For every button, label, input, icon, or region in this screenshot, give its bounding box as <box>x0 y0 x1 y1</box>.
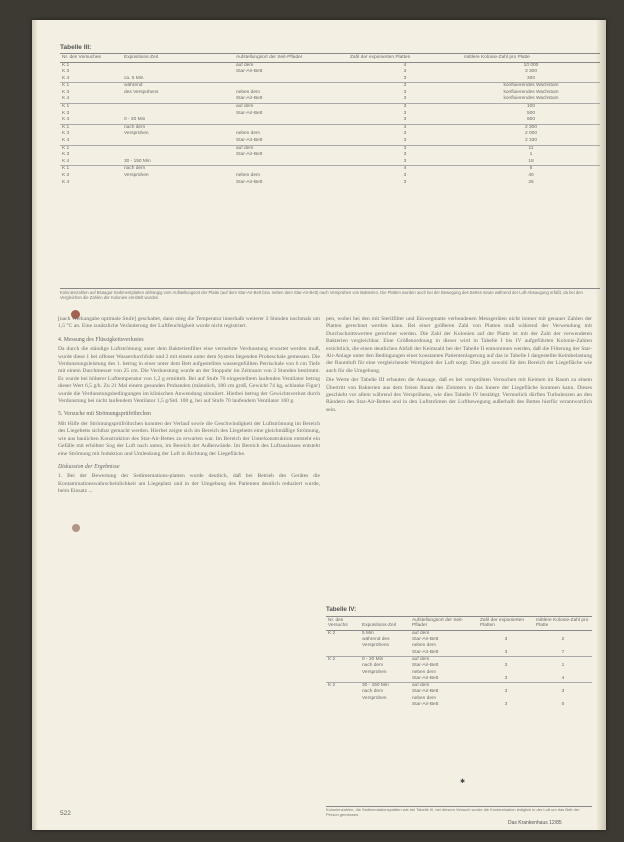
table-cell: Versprühen <box>362 669 387 675</box>
table-cell: nach dem <box>122 166 234 173</box>
table-cell: 3 <box>403 89 407 95</box>
table4-header: Nr. des Versuchs <box>326 617 360 631</box>
table-cell <box>122 180 234 187</box>
table-cell: K 3 <box>62 152 70 158</box>
table3-header: Expositions-Zeit <box>122 54 234 63</box>
table-cell: auf dem <box>412 630 430 636</box>
table-cell: 30 - 150 Min <box>360 683 410 690</box>
table-cell <box>122 104 234 111</box>
table-cell <box>122 96 234 103</box>
table-cell: Star-Air-Bett <box>412 675 439 681</box>
table-row <box>60 83 600 90</box>
table-cell: konfluierendes Wachstum <box>503 96 559 102</box>
table-cell: auf dem <box>410 657 478 664</box>
table-row <box>60 76 600 83</box>
table-cell: K 1 <box>62 62 70 68</box>
paragraph: Die Werte der Tabelle III erbauten die Aussage, daß es bei versprühten Versuchen mit Keimen im Raum zu einem Übertritt von Bakterien aus dem freien Raum des Zimmers in das Innere der Liegefläche kommen kann. Dieses geschieht vor allem während des Versprühens, wie dies Tabelle IV bestätigt. Vermutlich dürften Turbulenzen an den Rändern des Star-Air-Bettes und in den Luftströmen der Luftbewegung außerhalb des Bettes hierfür verantwortlich sein. <box>326 377 592 413</box>
table-cell: K 1 <box>60 145 122 152</box>
section-heading: 4. Messung des Flüssigkeitsverlustes <box>58 336 144 343</box>
table3-header: Nr. des Versuches <box>60 54 122 63</box>
table-cell: 1 <box>529 152 533 158</box>
table-cell: konfluierendes Wachstum <box>462 83 600 90</box>
table-cell: 40 <box>528 173 534 178</box>
table-cell: K 3 <box>62 69 70 75</box>
table-cell: 4 <box>348 124 462 131</box>
table3-header: Aufstellungsort der Seit-Pflader <box>234 54 348 63</box>
table-cell: Versprühen <box>124 173 149 178</box>
table3 <box>60 53 600 186</box>
table-cell: 4 <box>561 675 565 681</box>
table-cell: 2 330 <box>524 138 537 144</box>
table-cell: 7 <box>561 649 565 655</box>
table-cell <box>122 152 234 159</box>
table-cell: 3 <box>504 689 508 695</box>
table-row <box>60 62 600 69</box>
table-cell: 2 <box>561 637 565 643</box>
table-cell: ca. 5 Min <box>124 75 144 81</box>
table-cell: K 3 <box>62 110 70 116</box>
table-cell: Star-Air-Bett <box>236 152 263 158</box>
table-cell: K 3 <box>62 173 70 178</box>
table-cell: nach dem <box>362 663 384 669</box>
table-row <box>60 131 600 138</box>
table4-header: Expositions-Zeit <box>360 617 410 631</box>
table-cell: K 4 <box>62 179 70 185</box>
table-cell: 1 <box>561 663 565 669</box>
table3-header-row <box>60 54 600 63</box>
table-row <box>60 145 600 152</box>
table-cell: neben dem <box>412 669 437 675</box>
table-cell: 3 <box>348 83 462 90</box>
table-cell: 100 <box>462 104 600 111</box>
table-cell: Star-Air-Bett <box>412 637 439 643</box>
table-cell: 2 300 <box>462 124 600 131</box>
left-text-column <box>58 316 320 498</box>
table4-header: Zahl der exponierten Platten <box>478 617 534 631</box>
document-page <box>32 20 606 830</box>
table-cell: Star-Air-Bett <box>412 689 439 695</box>
table-cell: Star-Air-Bett <box>236 179 263 185</box>
paragraph: Da durch die ständige Luftströmung unter dem Bakterienfilter eine vermehrte Verdunstung erwartet werden muß, wurde diese 1 bei offener Wasserdurchfuhr und 2 mit einem unter dem System liegenden Probeschale gemessen. Die Verdunstungsleistung des 1. betrug in einer unter dem Bett aufgestellten wassergefüllten Petrischale von 6 cm Tiefe mit einem Durchmesser von 25 cm. Die Verdunstung wurde an der Stoppuhr im Zeitraum von 2 Stunden bestimmt. Es wurde bei höherer Lufttemperatur von 1,2 g ermittelt. Bei auf Stufe 70 eingestelltem laufenden Ventilator betrug dieser Wert 6,5 g/h. Zu 21 Mal einem gesunden Probanden (männlich, 180 cm groß, Gewicht 74 kg, schlanke Figur) wurde die Verdunstungsbedingungen im klinischen Anwendung simuliert. Hierbei betrug der Gewichtsverlust durch Verdunstung bei nicht laufendem Ventilator 1,5 g/Std. 100 g, bei auf Stufe 70 laufendem Ventilator 160 g. <box>58 346 320 405</box>
table-cell <box>234 159 348 166</box>
table-row <box>326 676 592 683</box>
table-cell <box>122 62 234 69</box>
table-row <box>60 138 600 145</box>
paragraph: 1. Bei der Bewertung der Sedimentations-platten wurde deutlich, daß bei Betrieb des Gerätes die Kontaminationswahrscheinlichkeit am Liegeplatz und in der Umgebung des Patienten deutlich reduziert wurde, beim Einsatz ... <box>58 473 320 495</box>
table-cell: auf dem <box>410 683 478 690</box>
table-cell <box>234 83 348 90</box>
table-cell: Star-Air-Bett <box>412 702 439 708</box>
table-cell: 30 - 150 Min <box>124 158 151 164</box>
table-cell: nach dem <box>362 689 384 695</box>
table-cell <box>326 650 360 657</box>
table-cell: 4 <box>348 166 462 173</box>
paragraph: Mit Hilfe der Strömungsprüfröhrchen konnten der Verlauf sowie die Geschwindigkeit der Luftströmung im Bereich des Liegebetts sichtbar gemacht werden. Hierbei zeigte sich im Bereich des Liegebetts eine gleichmäßige Strömung, wie aus baulichen Konstruktion des Star-Air-Bettes zu erwarten war. Im Bereich der Unterkonstruktion entsteht ein Gefälle mit erhöhter Sog der Luft nach unten, im Bereich der Außenwände. Im Bereich des Luftauslasses entsteht eine Strömung mit Induktion und Umlenkung der Luft in Richtung der Liegefläche. <box>58 420 320 457</box>
table-cell: K 4 <box>62 158 70 164</box>
table-cell: 3 <box>403 158 407 164</box>
table-cell <box>122 145 234 152</box>
table-cell: 4 <box>403 62 407 68</box>
table-cell: K 2 <box>328 630 336 636</box>
table-cell: Star-Air-Bett <box>412 663 439 669</box>
section-heading: Diskussion der Ergebnisse <box>58 463 120 470</box>
table-row <box>60 96 600 103</box>
table-cell: 0 - 30 Min <box>124 117 146 123</box>
table-row <box>60 159 600 166</box>
paragraph: [nach Werkangabe optimale Stufe] geschaltet, dann stieg die Temperatur innerhalb weiterer 3 Stunden nochmals um 1,5 °C an. Eine zusätzliche Veränderung der Luftfeuchtigkeit wurde nicht registriert. <box>58 316 320 330</box>
table-row <box>60 166 600 173</box>
table-cell: 3 <box>348 104 462 111</box>
table-cell: während <box>122 83 234 90</box>
table-cell: neben dem <box>412 643 437 649</box>
table-cell <box>122 138 234 145</box>
table-cell: K 4 <box>62 96 70 102</box>
table-cell: Star-Air-Bett <box>236 138 263 144</box>
table-cell <box>360 676 410 683</box>
page-edge-shadow <box>32 20 38 830</box>
table-cell: 3 <box>403 138 407 144</box>
paragraph: pen, wobei bei den mit Sterilfilter und Einwegmatte verbundenen Messgeräten nicht immer mit genauer Zahlen der Platten gerechnet werden kann. Bei einer größeren Zahl von Platten muß während der Verwendung mit Durchschnittswerten gerechnet werden. Die Zahl der Kolonien auf der Platte ist mit der Zahl der verwendeten Bakterien vergleichbar. Eine Größenordnung in dieser wird in Tabelle I bis IV aufgeführten Kolonie-Zahlen ersichtlich, die einen deutlichen Abfall der Keimzahl bei der Tabelle II entnommen werden, daß die Filterung der Star-Air-Anlage unter den Bedingungen einer konstanten Patientenlagerung auf das in Tabelle I dargestellte Keimbelastung der Raumluft für eine vergleichende Wertigkeit der Luft sorgt. Dies gilt sowohl für den Bereich der Liegefläche wie auch für die Umgebung. <box>326 316 592 374</box>
table-row <box>60 104 600 111</box>
table-cell: 0 <box>561 702 565 708</box>
table-cell: 3 <box>403 131 407 137</box>
table-cell: nach dem <box>122 124 234 131</box>
table-cell <box>360 650 410 657</box>
table-cell <box>234 76 348 83</box>
table-cell: K 4 <box>62 117 70 123</box>
table-cell <box>326 702 360 708</box>
table-cell: 3 <box>348 145 462 152</box>
table-cell: 3 300 <box>524 69 537 75</box>
table3-header: Zahl der exponierten Platten <box>348 54 462 63</box>
table4 <box>326 616 592 708</box>
section-heading: 5. Versuche mit Strömungsprüfröhrchen <box>58 411 151 418</box>
table-cell: 3 <box>403 69 407 75</box>
table-cell: 3 <box>504 675 508 681</box>
table-cell: Versprühen <box>124 131 149 137</box>
table-cell: während des <box>362 637 390 643</box>
table-cell: K 1 <box>60 166 122 173</box>
table4-body <box>326 630 592 708</box>
table-cell: 600 <box>526 117 535 123</box>
table-row <box>60 117 600 124</box>
table4-title: Tabelle IV: <box>326 606 357 613</box>
table-cell: 3 <box>504 702 508 708</box>
table-cell: K 3 <box>62 89 70 95</box>
table-row <box>326 650 592 657</box>
table-cell <box>360 702 410 708</box>
table-cell: 3 <box>403 179 407 185</box>
table4-header-row <box>326 617 592 631</box>
table-cell: Star-Air-Bett <box>236 69 263 75</box>
table-row <box>60 180 600 187</box>
table-cell: neben dem <box>236 131 261 137</box>
table-cell <box>326 676 360 683</box>
table-cell: 5 Min <box>362 630 374 636</box>
table-row <box>60 152 600 159</box>
table-cell: K 4 <box>62 138 70 144</box>
table-cell: 3 <box>504 663 508 669</box>
table3-title: Tabelle III: <box>60 44 92 51</box>
table3-footnote: Kolonienzahlen auf Blutagar-Sedimentplatten abhängig vom Aufstellungsort der Platte (auf dem Star-Air-Bett bzw. neben dem Star-Air-Bett) nach Versprühen von Bakterien. Die Platten wurden auch bei der Bewegung des Bettes sowie während der Luft-Absaugung erfaßt, da bei den Vergleichen die Zahlen der Kolonien ermittelt wurden. <box>60 288 600 300</box>
table-cell: 5 <box>462 166 600 173</box>
table-cell <box>234 117 348 124</box>
table-cell: 10 000 <box>523 62 539 68</box>
table-cell: 18 <box>528 158 534 164</box>
journal-footer: Das Krankenhaus 12/85 <box>508 820 562 826</box>
table4-header: Aufstellungsort der Seit-Pflader <box>410 617 478 631</box>
table-cell: auf dem <box>234 104 348 111</box>
table-cell: 3 <box>403 96 407 102</box>
table-cell: Star-Air-Bett <box>412 649 439 655</box>
table-cell: neben dem <box>236 89 261 95</box>
table-cell: 300 <box>526 75 535 81</box>
table-cell: neben dem <box>412 695 437 701</box>
table-row <box>60 173 600 180</box>
table-cell: K 3 <box>62 131 70 137</box>
table-cell: 3 <box>403 117 407 123</box>
table-cell: Star-Air-Bett <box>236 110 263 116</box>
table-cell: des Verspühens <box>124 89 159 95</box>
table-cell: 11 <box>462 145 600 152</box>
table-row <box>326 702 592 708</box>
table3-body <box>60 62 600 186</box>
table-cell: 3 <box>504 637 508 643</box>
right-text-column <box>326 316 592 416</box>
table-cell: K 1 <box>60 104 122 111</box>
table-cell: K 1 <box>60 124 122 131</box>
table-cell <box>234 166 348 173</box>
table-cell: konfluierendes Wachstum <box>503 89 559 95</box>
table-cell: K 1 <box>60 83 122 90</box>
table4-header: mittlere Kolonie-Zahl pro Platte <box>534 617 592 631</box>
table-cell: 3 <box>504 649 508 655</box>
table-cell: 3 <box>561 689 565 695</box>
page-number: 522 <box>60 810 71 817</box>
table-cell: K 2 <box>326 683 360 690</box>
table-cell: 2 000 <box>524 131 537 137</box>
table-cell: 3 <box>403 75 407 81</box>
table-cell: auf dem <box>234 145 348 152</box>
table4-footnote: Kolonienzahlen, die Sedimentationsplatten wie bei Tabelle III, bei diesem Versuch wurde die Kontamination lediglich in der Luft um das Bett der Person gemessen. <box>326 806 592 818</box>
table-cell: Star-Air-Bett <box>236 96 263 102</box>
table-cell: 25 <box>528 179 534 185</box>
table-cell: neben dem <box>236 173 261 178</box>
ink-speck: ✱ <box>460 779 466 785</box>
table-cell: auf dem <box>236 62 254 68</box>
table-cell: Versprühens <box>362 643 389 649</box>
table3-header: mittlere Kolonie-Zahl pro Platte <box>462 54 600 63</box>
table-cell: 0 - 30 Min <box>360 657 410 664</box>
table-cell: K 2 <box>326 657 360 664</box>
punch-hole-mark <box>72 524 80 532</box>
table-cell: 3 <box>403 152 407 158</box>
table-row <box>60 69 600 76</box>
table-cell: 3 <box>403 110 407 116</box>
table-cell: 500 <box>526 110 535 116</box>
table-cell <box>122 69 234 76</box>
table-cell: 3 <box>403 173 407 178</box>
table-cell: Versprühen <box>362 695 387 701</box>
table-cell: K 4 <box>62 75 70 81</box>
